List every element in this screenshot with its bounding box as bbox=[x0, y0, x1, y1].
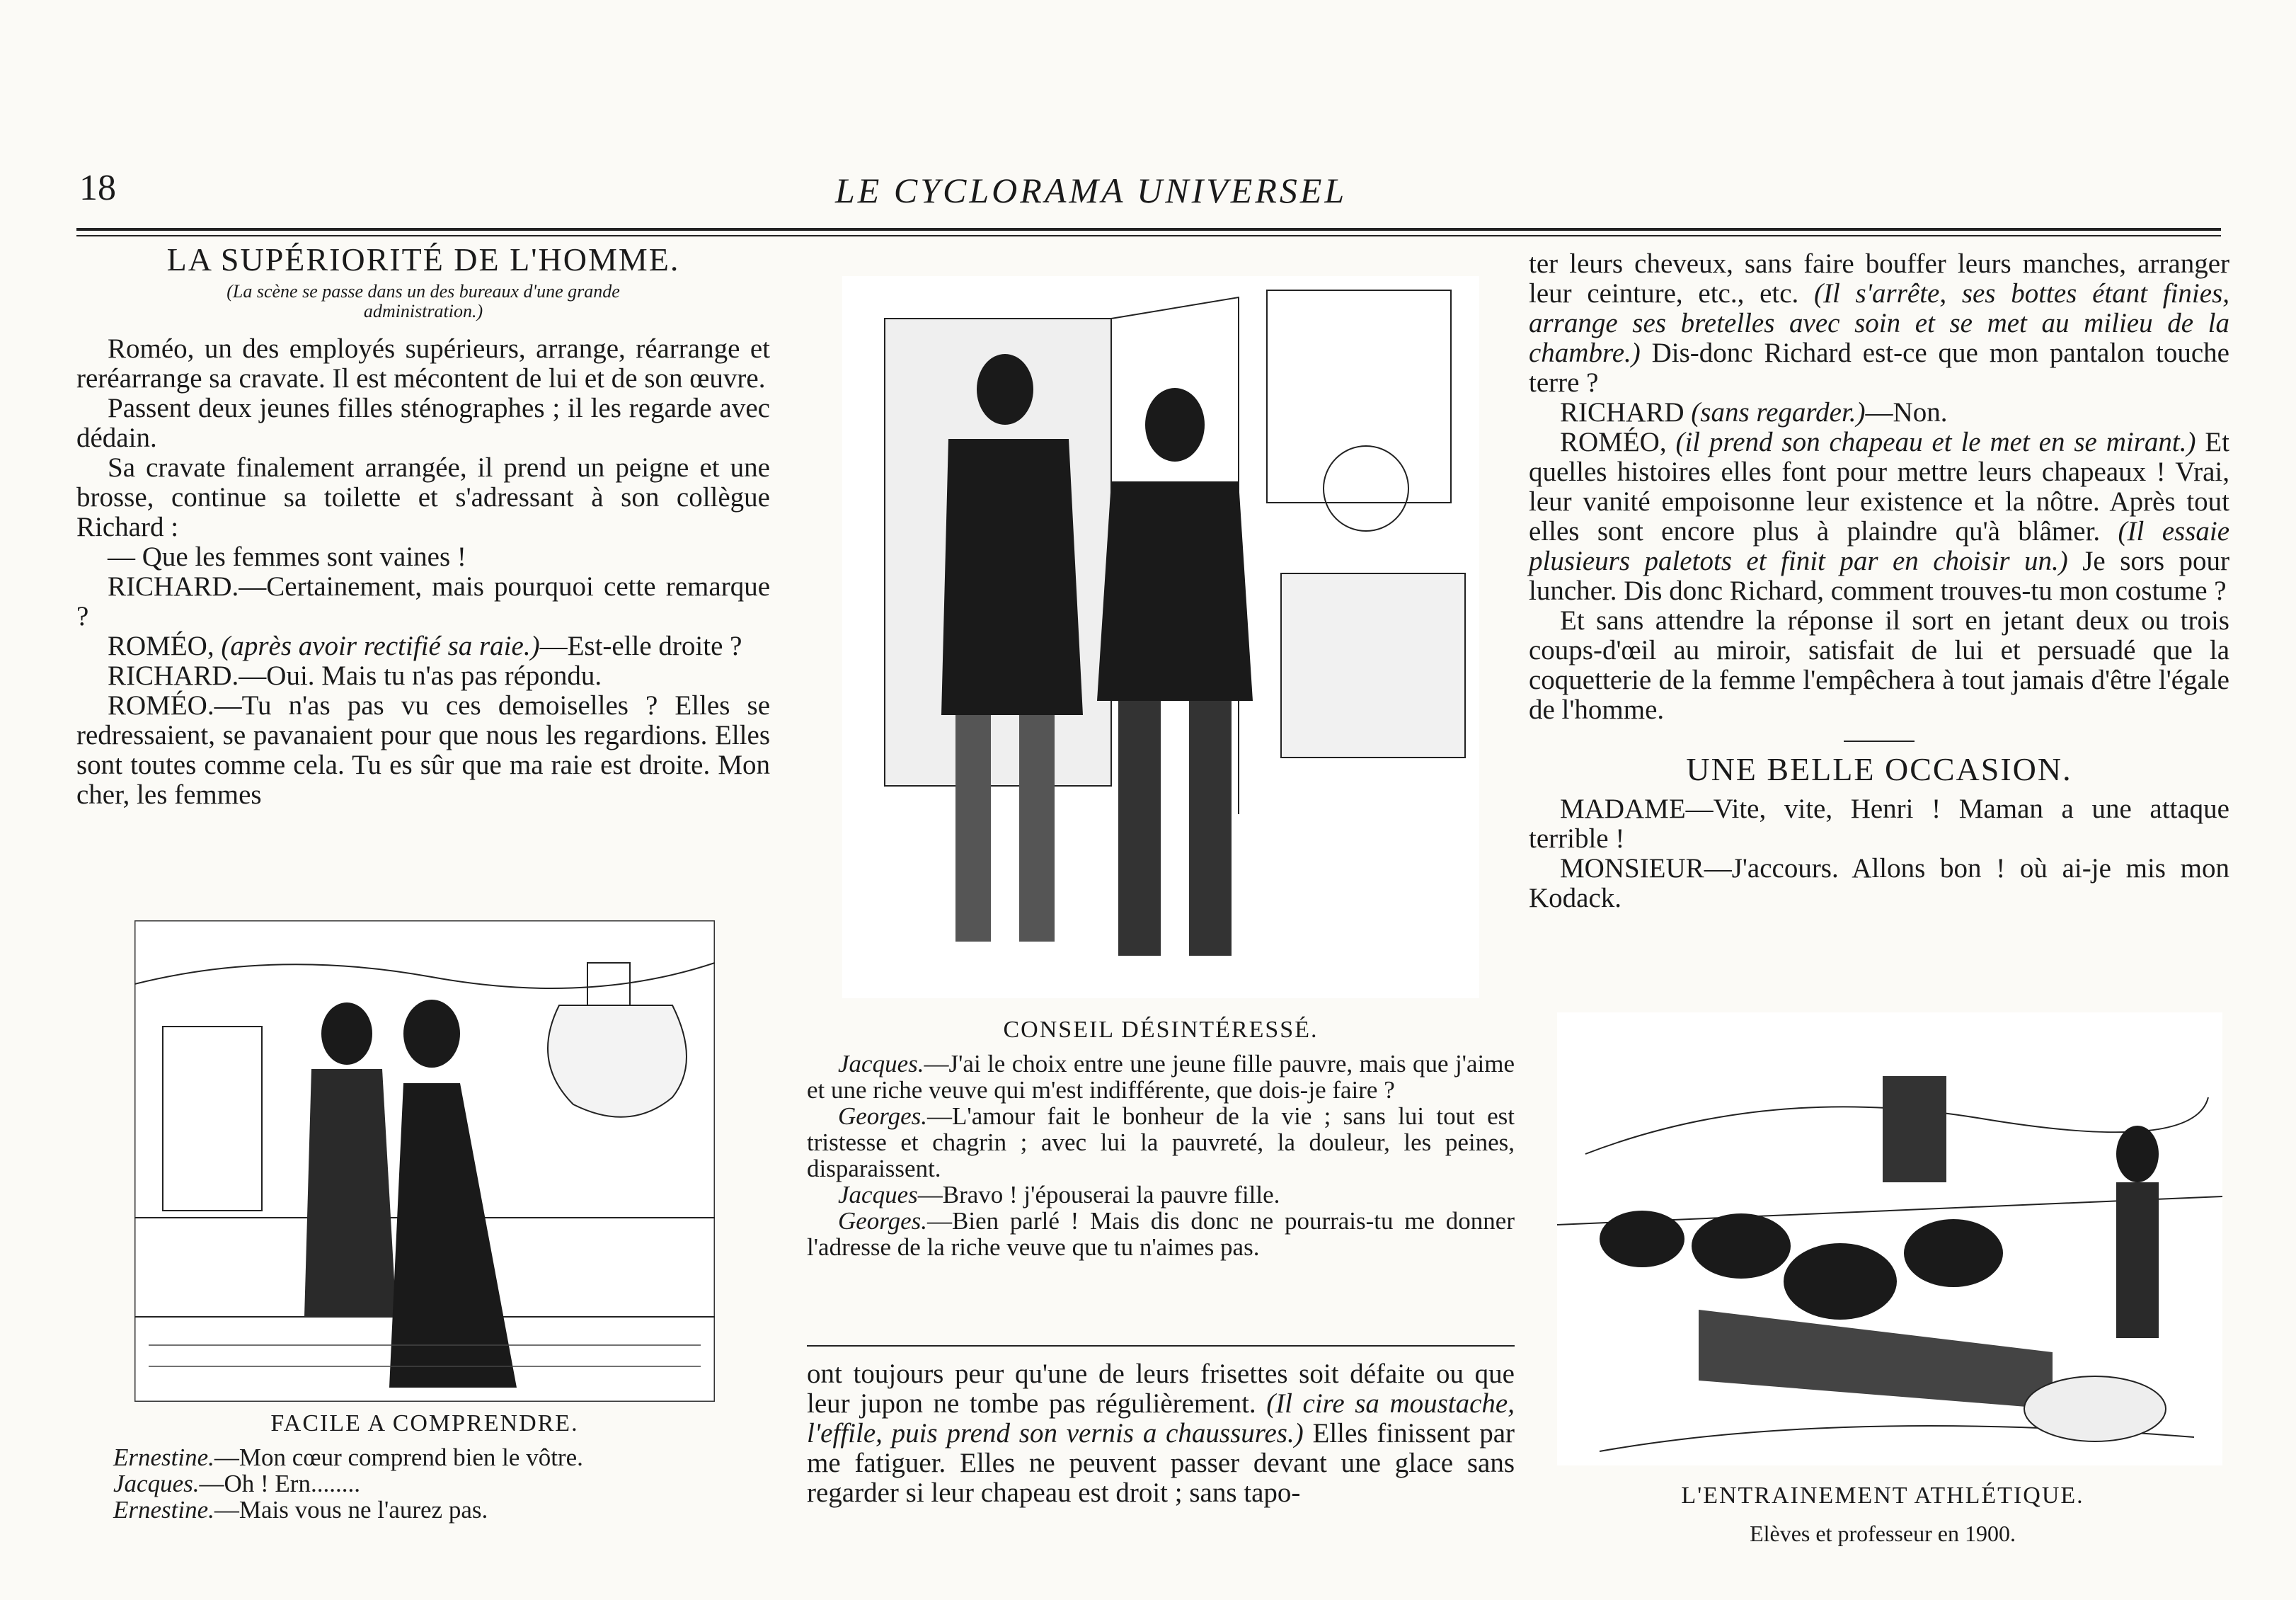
paragraph: Et sans attendre la réponse il sort en jetant deux ou trois coups-d'œil au miroir, satisfait de lui et persuadé que la coquetterie de la femme l'empêchera à tout jamais d'être l'égale de l'homme. bbox=[1529, 605, 2229, 725]
dialogue-text: —Oui. Mais tu n'as pas répondu. bbox=[239, 661, 602, 691]
dialogue-text: —L'amour fait le bonheur de la vie ; sans lui tout est tristesse et chagrin ; avec lui la pauvreté, la douleur, les peines, disparaissent. bbox=[807, 1102, 1515, 1182]
dialogue-line bbox=[113, 1444, 736, 1470]
direction: (après avoir rectifié sa raie.) bbox=[221, 631, 540, 661]
dialogue-text: —Bien parlé ! Mais dis donc ne pourrais-tu me donner l'adresse de la riche veuve que tu n'aimes pas. bbox=[807, 1207, 1515, 1261]
dialogue-text: —Certainement, mais pourquoi cette remarque ? bbox=[76, 571, 770, 632]
speaker: ROMÉO, bbox=[1560, 427, 1667, 457]
dialogue-line bbox=[807, 1051, 1515, 1103]
stage-direction-line1: (La scène se passe dans un des bureaux d'une grande bbox=[226, 281, 620, 302]
header-rule-thin bbox=[76, 235, 2221, 236]
illustration-two-men bbox=[842, 276, 1479, 998]
speaker: RICHARD. bbox=[108, 571, 239, 602]
facile-dialogue bbox=[113, 1444, 736, 1523]
occasion-title: UNE BELLE OCCASION. bbox=[1686, 751, 2072, 787]
article-superiorite-col3 bbox=[1529, 249, 2229, 913]
direction: (Il cire sa moustache, l'effile, puis prend son vernis a chaussures.) bbox=[807, 1388, 1515, 1448]
dialogue-line bbox=[76, 661, 770, 691]
dialogue-text: —J'accours. Allons bon ! où ai-je mis mon Kodack. bbox=[1529, 853, 2229, 913]
short-divider bbox=[1844, 741, 1915, 742]
dialogue-text: —Bravo ! j'épouserai la pauvre fille. bbox=[917, 1181, 1280, 1208]
dialogue-line bbox=[1529, 854, 2229, 913]
direction: (Il essaie plusieurs paletots et finit par en choisir un.) bbox=[1529, 516, 2230, 576]
page-number: 18 bbox=[79, 168, 116, 208]
paragraph bbox=[807, 1359, 1515, 1508]
dialogue-text: —Mais vous ne l'aurez pas. bbox=[214, 1496, 488, 1524]
dialogue-text: —Tu n'as pas vu ces demoiselles ? Elles se redressaient, se pavanaient pour que nous les regardions. Elles sont toutes comme cela. Tu es sûr que ma raie est droite. Mon cher, les femmes bbox=[76, 690, 770, 810]
running-title: LE CYCLORAMA UNIVERSEL bbox=[835, 171, 1348, 210]
text: Elles finissent par me fatiguer. Elles ne peuvent passer devant une glace sans regarder si leur chapeau est droit ; sans tapo- bbox=[807, 1418, 1515, 1508]
header-rule bbox=[76, 228, 2221, 231]
dialogue-text: —Oh ! Ern........ bbox=[199, 1470, 360, 1497]
speaker: Jacques bbox=[838, 1181, 918, 1208]
speaker: Jacques. bbox=[113, 1470, 200, 1497]
section-divider bbox=[807, 1345, 1515, 1347]
speaker: ROMÉO, bbox=[108, 631, 214, 661]
direction: (Il s'arrête, ses bottes étant finies, arrange ses bretelles avec soin et se met au milieu de la chambre.) bbox=[1529, 278, 2230, 368]
dialogue-text: —J'ai le choix entre une jeune fille pauvre, mais que j'aime et une riche veuve qui m'est indifférente, que dois-je faire ? bbox=[807, 1050, 1515, 1104]
paragraph: — Que les femmes sont vaines ! bbox=[108, 542, 466, 572]
direction: (il prend son chapeau et le met en se mirant.) bbox=[1675, 427, 2196, 457]
caption-conseil: CONSEIL DÉSINTÉRESSÉ. bbox=[1003, 1017, 1319, 1043]
dialogue-line bbox=[76, 632, 770, 661]
stage-direction-line2: administration.) bbox=[363, 301, 483, 321]
speaker: Ernestine. bbox=[113, 1444, 214, 1471]
subcaption-entrainement: Elèves et professeur en 1900. bbox=[1750, 1521, 2016, 1546]
dialogue-line bbox=[76, 572, 770, 632]
speaker: ROMÉO. bbox=[108, 690, 214, 721]
dialogue-line bbox=[1529, 398, 2229, 428]
text: ont toujours peur qu'une de leurs frisettes soit défaite ou que leur jupon ne tombe pas régulièrement. bbox=[807, 1359, 1515, 1419]
illustration-athletes bbox=[1557, 1012, 2222, 1465]
speaker: Ernestine. bbox=[113, 1496, 214, 1524]
dialogue-line bbox=[76, 691, 770, 810]
dialogue-line bbox=[807, 1103, 1515, 1182]
dialogue-text: —Est-elle droite ? bbox=[539, 631, 742, 661]
speaker: RICHARD. bbox=[108, 661, 239, 691]
dialogue-text: —Mon cœur comprend bien le vôtre. bbox=[214, 1444, 583, 1471]
dialogue-line bbox=[807, 1208, 1515, 1260]
speaker: Jacques. bbox=[838, 1050, 924, 1078]
article-superiorite-col2 bbox=[807, 1359, 1515, 1508]
paragraph bbox=[1529, 249, 2229, 398]
dialogue-line bbox=[807, 1182, 1515, 1208]
text: Dis-donc Richard est-ce que mon pantalon touche terre ? bbox=[1529, 338, 2229, 398]
article-superiorite-col1 bbox=[76, 241, 770, 810]
dialogue-text: —Vite, vite, Henri ! Maman a une attaque terrible ! bbox=[1529, 794, 2229, 854]
paragraph: Passent deux jeunes filles sténographes ; il les regarde avec dédain. bbox=[76, 393, 770, 453]
speaker: Georges. bbox=[838, 1207, 928, 1235]
speaker: MADAME bbox=[1560, 794, 1686, 824]
stage-direction bbox=[76, 282, 770, 321]
direction: (sans regarder.) bbox=[1691, 397, 1866, 428]
conseil-dialogue bbox=[807, 1051, 1515, 1260]
text: ter leurs cheveux, sans faire bouffer leurs manches, arranger leur ceinture, etc., etc. bbox=[1529, 248, 2229, 309]
dialogue-line bbox=[1529, 794, 2229, 854]
paragraph: Roméo, un des employés supérieurs, arrange, réarrange et reréarrange sa cravate. Il est mécontent de lui et de son œuvre. bbox=[76, 333, 770, 394]
dialogue-text: Et quelles histoires elles font pour mettre leurs chapeaux ! Vrai, leur vanité empoisonne leur existence et la nôtre. Après tout elles sont encore plus à plaindre qu'à blâmer. bbox=[1529, 427, 2229, 547]
caption-entrainement: L'ENTRAINEMENT ATHLÉTIQUE. bbox=[1681, 1482, 2084, 1509]
dialogue-text: —Non. bbox=[1865, 397, 1948, 428]
paragraph: Sa cravate finalement arrangée, il prend un peigne et une brosse, continue sa toilette et s'adressant à son collègue Richard : bbox=[76, 452, 770, 542]
illustration-couple bbox=[134, 920, 715, 1402]
dialogue-text: Je sors pour luncher. Dis donc Richard, comment trouves-tu mon costume ? bbox=[1529, 546, 2229, 606]
article-title: LA SUPÉRIORITÉ DE L'HOMME. bbox=[166, 241, 680, 278]
dialogue-line bbox=[1529, 428, 2229, 606]
speaker: MONSIEUR bbox=[1560, 853, 1704, 884]
dialogue-line bbox=[113, 1497, 736, 1523]
speaker: RICHARD bbox=[1560, 397, 1684, 428]
caption-facile: FACILE A COMPRENDRE. bbox=[270, 1410, 579, 1436]
dialogue-line bbox=[113, 1470, 736, 1497]
speaker: Georges. bbox=[838, 1102, 928, 1130]
